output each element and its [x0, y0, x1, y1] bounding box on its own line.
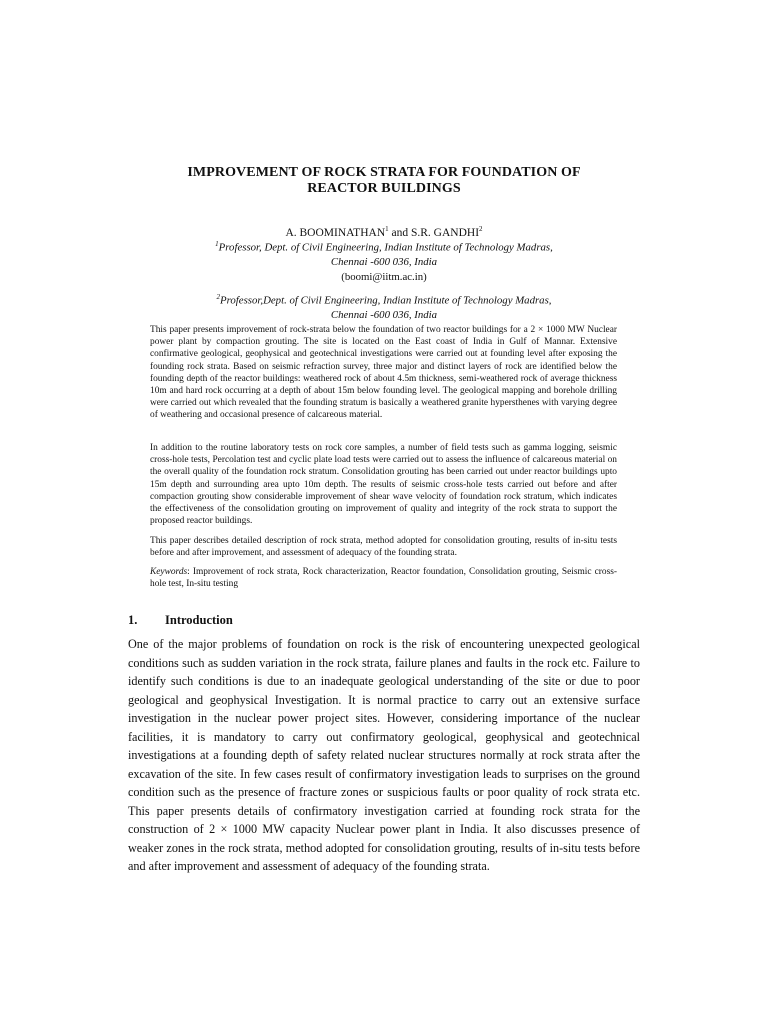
abstract-paragraph-1: This paper presents improvement of rock-strata below the foundation of two reactor buildings for a 2 × 1000 MW Nuclear power plant by compaction grouting. The site is located on the East coast of India in Gulf of Mannar. Extensive confirmative geological, geophysical and geotechnical investigations were carried out at founding level after exposing the founding rock strata. Based on seismic refraction survey, three major and distinct layers of rock are identified below the founding depth of the reactor buildings: weathered rock of about 4.5m thickness, semi-weathered rock of average thickness 10m and hard rock occurring at a depth of about 15m below founding level. The geological mapping and borehole drilling were carried out which revealed that the founding stratum is basically a weathered granite hypersthenes with varying degree of weathering and occasional presence of calcareous material. — [150, 325, 617, 421]
section-heading-introduction — [128, 613, 233, 628]
affiliation-1-mark: 1 — [215, 240, 219, 248]
affiliation-1 — [100, 237, 668, 284]
affiliation-2 — [100, 290, 668, 323]
abstract-paragraph-2: In addition to the routine laboratory tests on rock core samples, a number of field tests such as gamma logging, seismic cross-hole tests, Percolation test and cyclic plate load tests were carried out to assess the influence of calcareous material on the overall quality of the foundation rock stratum. Consolidation grouting has been carried out under reactor buildings upto 15m depth and surrounding area upto 10m depth. The results of seismic cross-hole tests carried out before and after compaction grouting show considerable improvement of shear wave velocity of foundation rock stratum, which indicates the effectiveness of the consolidation grouting on improvement of quality and integrity of the rock strata to support the proposed reactor buildings. — [150, 443, 617, 527]
author-joiner: and — [388, 226, 411, 239]
affiliation-2-mark: 2 — [216, 293, 220, 301]
abstract-paragraph-3: This paper describes detailed description of rock strata, method adopted for consolidation grouting, results of in-situ tests before and after improvement, and assessment of adequacy of the founding strata. — [150, 536, 617, 559]
affiliation-1-email: (boomi@iitm.ac.in) — [341, 270, 427, 283]
paper-title-line-2: REACTOR BUILDINGS — [307, 181, 461, 196]
affiliation-1-city: Chennai -600 036, India — [330, 256, 438, 269]
keywords-label: Keywords — [150, 567, 188, 577]
author-1-affiliation-mark: 1 — [385, 225, 389, 233]
author-2-name: S.R. GANDHI — [410, 226, 480, 239]
affiliation-2-city: Chennai -600 036, India — [330, 309, 438, 322]
paper-title-line-1: IMPROVEMENT OF ROCK STRATA FOR FOUNDATION OF — [187, 165, 581, 180]
author-1-name: A. BOOMINATHAN — [285, 226, 386, 239]
author-2-affiliation-mark: 2 — [479, 225, 483, 233]
introduction-body: One of the major problems of foundation on rock is the risk of encountering unexpected geological conditions such as sudden variation in the rock strata, failure planes and faults in the rock etc. Failure to identify such conditions is due to an inadequate geological understanding of the site or due to poor geological and geophysical Investigation. It is normal practice to carry out an extensive surface investigation in the nuclear power project sites. However, considering importance of the nuclear facilities, it is mandatory to carry out confirmatory geological, geophysical and geotechnical investigations at a founding depth of safety related nuclear structures normally at rock strata after the excavation of the site. In few cases result of confirmatory investigation leads to surprises on the ground condition such as the presence of fracture zones or suspicious faults or poor quality of rock strata etc. This paper presents details of confirmatory investigation carried at founding rock strata for the construction of 2 × 1000 MW capacity Nuclear power plant in India. It also discusses presence of weaker zones in the rock strata, method adopted for consolidation grouting, results of in-situ tests before and after improvement and assessment of adequacy of the founding strata. — [128, 637, 640, 873]
keywords-text: : Improvement of rock strata, Rock characterization, Reactor foundation, Consolidation grouting, Seismic cross-hole test, In-situ testing — [150, 567, 617, 590]
keywords — [150, 566, 617, 590]
affiliation-1-department: Professor, Dept. of Civil Engineering, Indian Institute of Technology Madras, — [218, 241, 553, 254]
section-number: 1. — [128, 613, 138, 627]
affiliation-2-line-1 — [100, 290, 668, 308]
section-title: Introduction — [165, 613, 233, 627]
affiliation-2-department: Professor,Dept. of Civil Engineering, Indian Institute of Technology Madras, — [220, 294, 552, 307]
affiliation-1-line-1 — [100, 237, 668, 255]
